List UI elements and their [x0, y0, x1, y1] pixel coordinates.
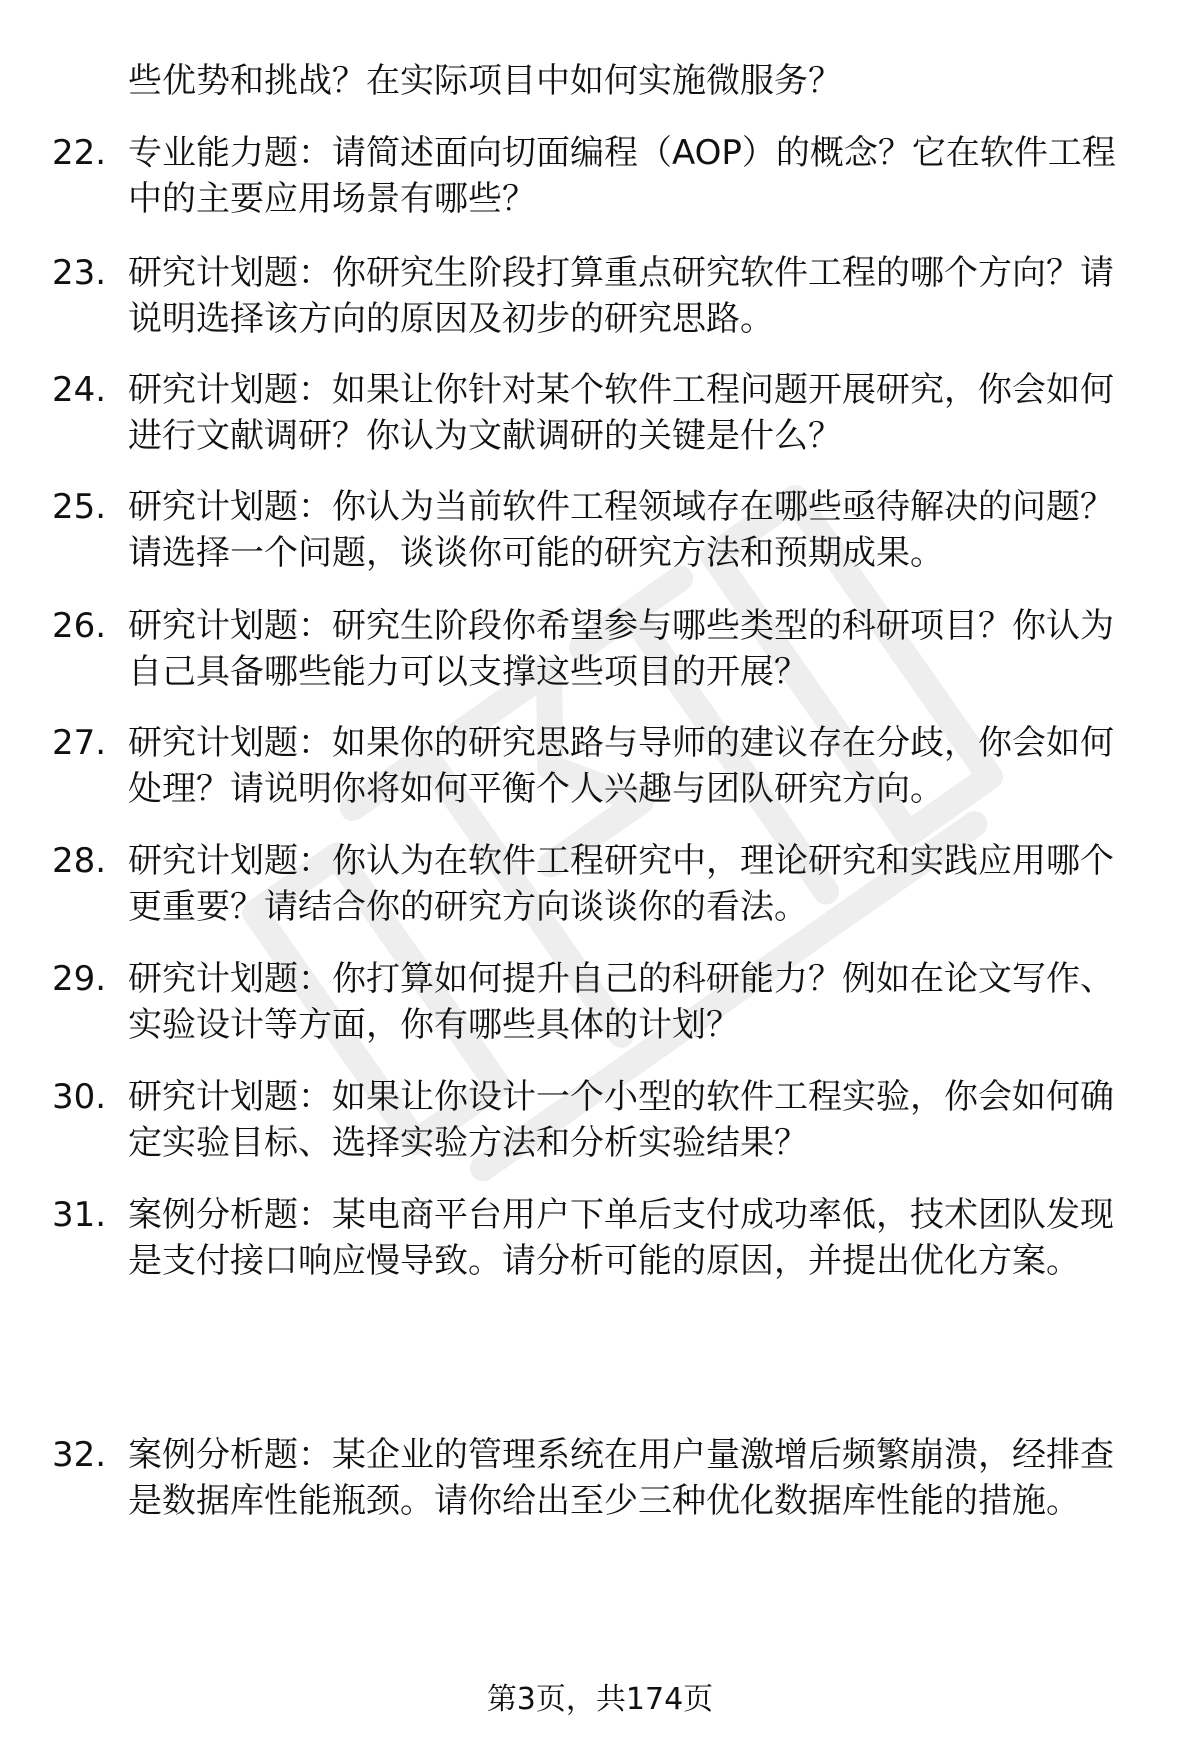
question-text: 案例分析题：某企业的管理系统在用户量激增后频繁崩溃，经排查是数据库性能瓶颈。请你给出至少三种优化数据库性能的措施。	[128, 1435, 1114, 1521]
page-footer: 第3页，共174页	[486, 1682, 714, 1717]
continued-question-text: 些优势和挑战？在实际项目中如何实施微服务？	[128, 61, 842, 101]
question-number: 23.	[52, 253, 107, 293]
question-text: 专业能力题：请简述面向切面编程（AOP）的概念？它在软件工程中的主要应用场景有哪些？	[128, 133, 1116, 219]
question-text: 研究计划题：你打算如何提升自己的科研能力？例如在论文写作、实验设计等方面，你有哪些具体的计划？	[128, 959, 1114, 1045]
question-text: 研究计划题：如果让你针对某个软件工程问题开展研究，你会如何进行文献调研？你认为文献调研的关键是什么？	[128, 370, 1114, 456]
question-text: 研究计划题：如果你的研究思路与导师的建议存在分歧，你会如何处理？请说明你将如何平衡个人兴趣与团队研究方向。	[128, 723, 1114, 809]
question-text: 案例分析题：某电商平台用户下单后支付成功率低，技术团队发现是支付接口响应慢导致。请分析可能的原因，并提出优化方案。	[128, 1195, 1114, 1281]
question-text: 研究计划题：研究生阶段你希望参与哪些类型的科研项目？你认为自己具备哪些能力可以支撑这些项目的开展？	[128, 606, 1114, 692]
question-text: 研究计划题：你认为当前软件工程领域存在哪些亟待解决的问题？请选择一个问题，谈谈你可能的研究方法和预期成果。	[128, 487, 1114, 573]
question-text: 研究计划题：如果让你设计一个小型的软件工程实验，你会如何确定实验目标、选择实验方法和分析实验结果？	[128, 1077, 1114, 1163]
question-number: 26.	[52, 606, 107, 646]
question-number: 29.	[52, 959, 107, 999]
question-number: 24.	[52, 370, 107, 410]
question-number: 32.	[52, 1435, 107, 1475]
question-number: 28.	[52, 841, 107, 881]
question-number: 22.	[52, 133, 107, 173]
question-text: 研究计划题：你认为在软件工程研究中，理论研究和实践应用哪个更重要？请结合你的研究方向谈谈你的看法。	[128, 841, 1114, 927]
question-number: 27.	[52, 723, 107, 763]
question-number: 31.	[52, 1195, 107, 1235]
question-text: 研究计划题：你研究生阶段打算重点研究软件工程的哪个方向？请说明选择该方向的原因及初步的研究思路。	[128, 253, 1114, 339]
question-number: 25.	[52, 487, 107, 527]
question-number: 30.	[52, 1077, 107, 1117]
